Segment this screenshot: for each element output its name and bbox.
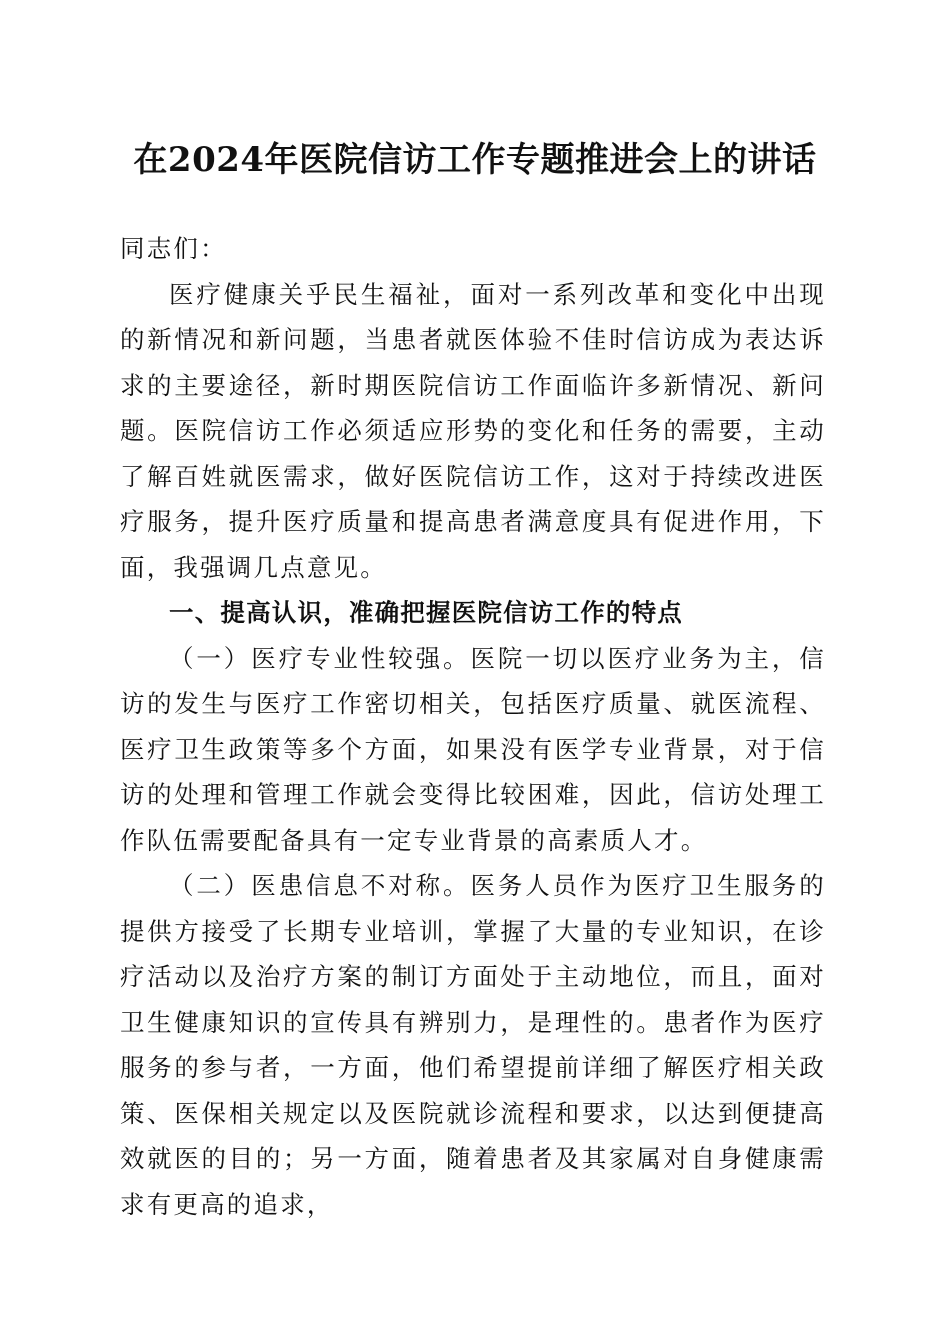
point-2-paragraph bbox=[120, 863, 826, 1227]
section-heading-1: 一、提高认识，准确把握医院信访工作的特点 bbox=[169, 598, 683, 627]
salutation: 同志们： bbox=[120, 234, 227, 263]
intro-paragraph: 医疗健康关乎民生福祉，面对一系列改革和变化中出现的新情况和新问题，当患者就医体验不佳时信访成为表达诉求的主要途径，新时期医院信访工作面临许多新情况、新问题。医院信访工作必须适应形势的变化和任务的需要，主动了解百姓就医需求，做好医院信访工作，这对于持续改进医疗服务，提升医疗质量和提高患者满意度具有促进作用，下面，我强调几点意见。 bbox=[120, 279, 826, 582]
point-1-heading: （一）医疗专业性较强。 bbox=[169, 643, 471, 673]
point-2-text: 医务人员作为医疗卫生服务的提供方接受了长期专业培训，掌握了大量的专业知识，在诊疗活动以及治疗方案的制订方面处于主动地位，而且，面对卫生健康知识的宣传具有辨别力，是理性的。患者作为医疗服务的参与者，一方面，他们希望提前详细了解医疗相关政策、医保相关规定以及医院就诊流程和要求，以达到便捷高效就医的目的；另一方面，随着患者及其家属对自身健康需求有更高的追求， bbox=[120, 871, 826, 1219]
point-2-heading: （二）医患信息不对称。 bbox=[169, 871, 471, 900]
document-title: 在2024年医院信访工作专题推进会上的讲话 bbox=[133, 140, 817, 180]
point-1-text: 医院一切以医疗业务为主，信访的发生与医疗工作密切相关，包括医疗质量、就医流程、医疗卫生政策等多个方面，如果没有医学专业背景，对于信访的处理和管理工作就会变得比较困难，因此，信访处理工作队伍需要配备具有一定专业背景的高素质人才。 bbox=[120, 643, 826, 855]
document-body bbox=[120, 226, 826, 1227]
point-1-paragraph bbox=[120, 636, 826, 864]
